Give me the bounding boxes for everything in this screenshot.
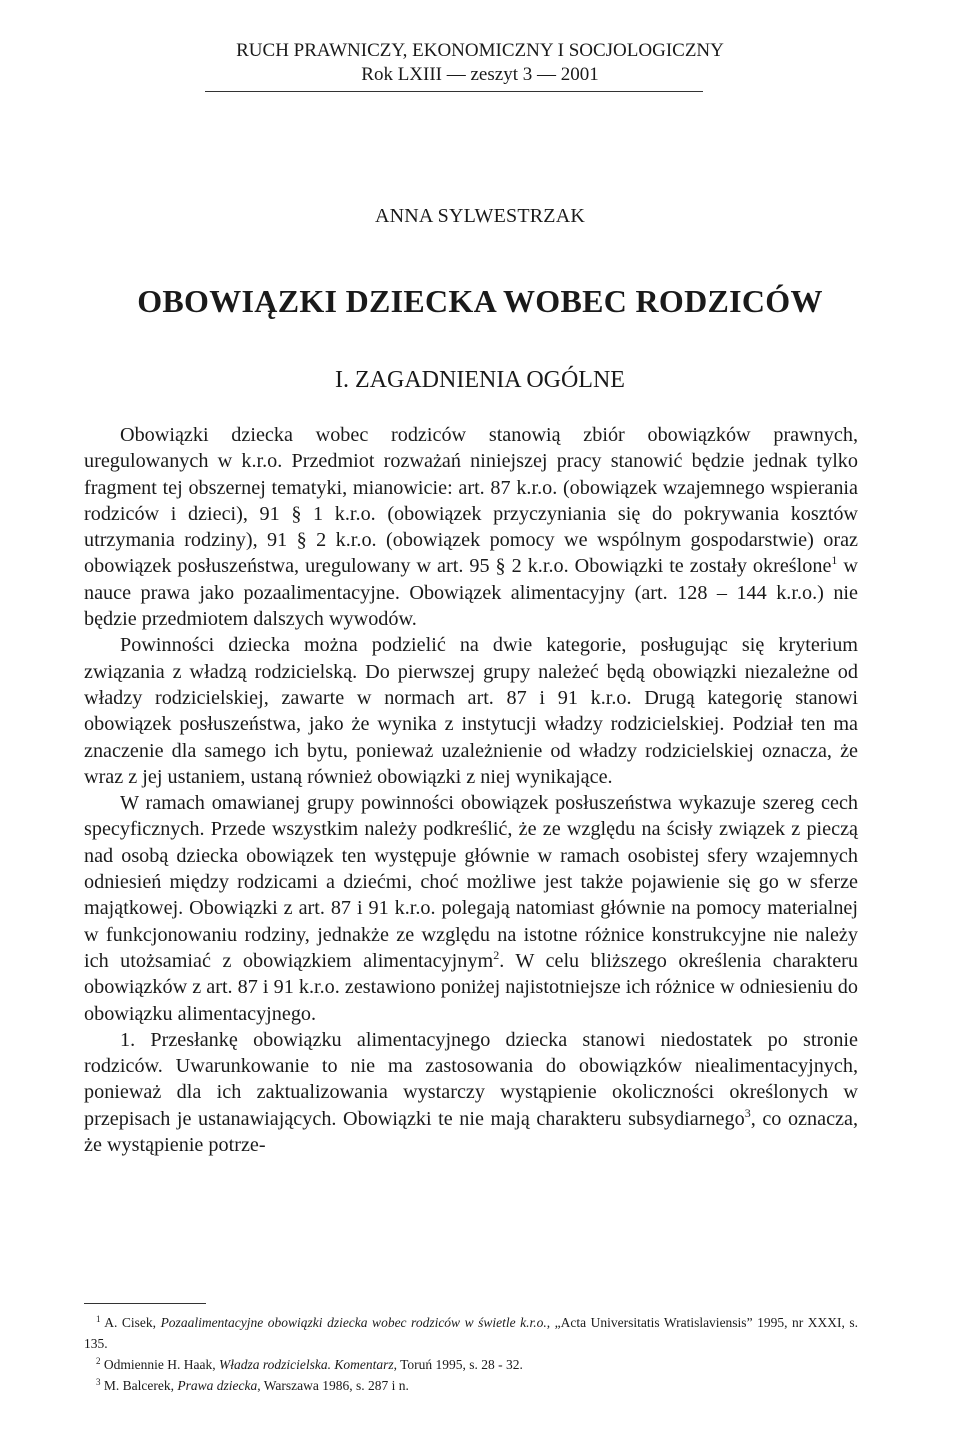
paragraph-1	[84, 422, 858, 632]
footnote-number: 3	[96, 1377, 101, 1387]
paragraph-text: w nauce prawa jako pozaalimentacyjne. Obowiązek alimentacyjny (art. 128 – 144 k.r.o.) nie będzie przedmiotem dalszych wywodów.	[84, 555, 858, 631]
journal-issue: Rok LXIII — zeszyt 3 — 2001	[361, 64, 599, 85]
journal-name: RUCH PRAWNICZY, EKONOMICZNY I SOCJOLOGICZNY	[236, 40, 724, 61]
footnote-divider	[84, 1303, 206, 1304]
header-divider	[205, 91, 703, 92]
footnote-ref-1: 1	[831, 553, 838, 568]
footnote-title: Pozaalimentacyjne obowiązki dziecka wobec rodziców w świetle k.r.o.	[160, 1315, 547, 1330]
footnote-title: Prawa dziecka	[177, 1378, 258, 1393]
footnotes	[84, 1312, 858, 1396]
footnote-3	[84, 1375, 858, 1396]
footnote-author: Odmiennie H. Haak,	[103, 1357, 219, 1372]
footnote-ref-2: 2	[493, 947, 500, 962]
footnote-author: M. Balcerek,	[103, 1378, 178, 1393]
footnote-source: , Warszawa 1986, s. 287 i n.	[257, 1378, 409, 1393]
paragraph-3	[84, 790, 858, 1027]
footnote-source: , „Acta Universitatis Wratislaviensis” 1995, nr XXXI, s. 135.	[84, 1315, 858, 1351]
paragraph-text: W ramach omawianej grupy powinności obowiązek posłuszeństwa wykazuje szereg cech specyficznych. Przede wszystkim należy podkreślić, że ze względu na ścisły związek z pieczą nad osobą dziecka obowiązek ten występuje głównie w ramach osobistej sfery wzajemnych odniesień między rodzicami a dziećmi, choć możliwe jest także pojawienie się go w sferze majątkowej. Obowiązki z art. 87 i 91 k.r.o. polegają natomiast głównie na pomocy materialnej w funkcjonowaniu rodziny, jednakże ze względu na istotne różnice konstrukcyjne nie należy ich utożsamiać z obowiązkiem alimentacyjnym	[84, 792, 858, 972]
article-title: OBOWIĄZKI DZIECKA WOBEC RODZICÓW	[137, 283, 823, 319]
footnote-1	[84, 1312, 858, 1354]
footnote-number: 2	[96, 1356, 101, 1366]
article-author: ANNA SYLWESTRZAK	[374, 205, 586, 227]
paragraph-2: Powinności dziecka można podzielić na dwie kategorie, posługując się kryterium związania z władzą rodzicielską. Do pierwszej grupy należeć będą obowiązki niezależne od władzy rodzicielskiej, zawarte w normach art. 87 i 91 k.r.o. Drugą kategorię stanowi obowiązek posłuszeństwa, jako że wynika z instytucji władzy rodzicielskiej. Podział ten ma znaczenie dla samego ich bytu, ponieważ uzależnienie od władzy rodzicielskiej oznacza, że wraz z jej ustaniem, ustaną również obowiązki z niej wynikające.	[84, 634, 858, 788]
footnote-ref-3: 3	[744, 1105, 751, 1120]
footnote-2	[84, 1354, 858, 1375]
section-heading: I. ZAGADNIENIA OGÓLNE	[335, 367, 625, 393]
footnote-source: , Toruń 1995, s. 28 - 32.	[393, 1357, 523, 1372]
footnote-title: Władza rodzicielska. Komentarz	[218, 1357, 394, 1372]
footnote-number: 1	[96, 1314, 101, 1324]
paragraph-text: Obowiązki dziecka wobec rodziców stanowią zbiór obowiązków prawnych, uregulowanych w k.r.o. Przedmiot rozważań niniejszej pracy stanowić będzie jednak tylko fragment tej obszernej tematyki, mianowicie: art. 87 k.r.o. (obowiązek wzajemnego wspierania rodziców i dzieci), 91 § 1 k.r.o. (obowiązek przyczyniania się do pokrywania kosztów utrzymania rodziny), 91 § 2 k.r.o. (obowiązek pomocy we wspólnym gospodarstwie) oraz obowiązek posłuszeństwa, uregulowany w art. 95 § 2 k.r.o. Obowiązki te zostały określone	[84, 424, 858, 578]
paragraph-4	[84, 1027, 858, 1158]
paragraph-text: 1. Przesłankę obowiązku alimentacyjnego dziecka stanowi niedostatek po stronie rodziców. Uwarunkowanie to nie ma zastosowania do obowiązków niealimentacyjnych, ponieważ dla ich zaktualizowania wystarczy wystąpienie okoliczności określonych w przepisach je ustanawiających. Obowiązki te nie mają charakteru subsydiarnego	[84, 1028, 858, 1130]
paragraph-text: , co oznacza, że wystąpienie potrze-	[84, 1107, 858, 1157]
paragraph-text: . W celu bliższego określenia charakteru obowiązków z art. 87 i 91 k.r.o. zestawiono poniżej najistotniejsze ich różnice w odniesieniu do obowiązku alimentacyjnego.	[84, 949, 858, 1025]
article-body	[84, 422, 858, 1158]
footnote-author: A. Cisek,	[104, 1315, 161, 1330]
